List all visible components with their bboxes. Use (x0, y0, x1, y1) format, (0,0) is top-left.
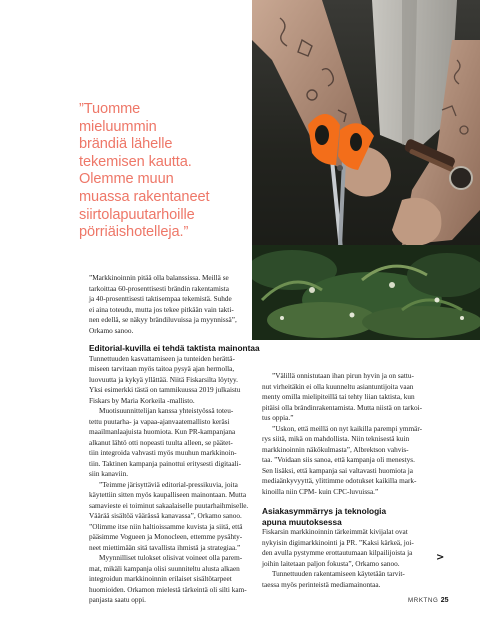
body-line: joihin laitetaan paljon fokusta”, Orkamo sanoo. (262, 559, 400, 568)
body-line: alkanut lähtö otti nopeasti tuulta alleen, se päätet- (89, 438, 233, 447)
body-line: Fiskars by Maria Korkeila -mallisto. (89, 396, 195, 405)
body-line: ”Uskon, että meillä on nyt kaikilla parempi ymmär- (272, 424, 423, 433)
body-line: kinoilla niin CPM- kuin CPC-luvuissa.” (262, 487, 379, 496)
magazine-name: MRKTNG (408, 597, 439, 604)
body-line: ”Olimme itse niin haltioissamme kuvista ja siitä, että (89, 522, 243, 531)
right-text-column (262, 371, 437, 590)
body-line: luovuutta ja kykyä yllättää. Niitä Fiskarsilta löytyy. (89, 375, 238, 384)
body-line: Tunnettuuden kasvattamiseen ja tunteiden herättä- (89, 354, 235, 363)
pull-quote-line: muassa rakentaneet (79, 188, 210, 205)
section-heading: apuna muutoksessa (262, 516, 342, 527)
article-photo (252, 0, 480, 340)
body-line: tus oppia.” (262, 414, 294, 422)
body-line: ja 40-prosenttisesti taktisempaa tekemistä. Suhde (89, 295, 232, 303)
section-heading: Editorial-kuvilla ei tehdä taktista mainontaa (89, 343, 260, 353)
body-line: tiin integroida vahvasti myös muuhun markkinoin- (89, 449, 237, 457)
page-number: 25 (440, 597, 449, 604)
body-line: Väärää sisältöä väärässä kanavassa”, Orkamo sanoo. (89, 512, 242, 520)
body-line: maailmanlaajuista huomiota. Kun PR-kampanjana (89, 428, 236, 436)
pull-quote-line: Olemme muun (79, 171, 174, 188)
pull-quote-line: tekemisen kautta. (79, 153, 192, 170)
left-text-column (89, 273, 260, 606)
body-line: taa. ”Voidaan siis sanoa, että kampanja oli menestys. (262, 456, 415, 464)
next-page-arrow-icon[interactable]: > (436, 552, 445, 563)
body-line: Myynnilliset tulokset olisivat voineet olla parem- (99, 554, 243, 562)
body-line: pitäisi olla brändinrakentamista. Mutta niistä on tarkoi- (262, 403, 423, 412)
body-line: pääsimme Vogueen ja Monocleen, ettemme pysähty- (89, 533, 243, 541)
body-line: den avulla pystymme erottautumaan kilpailijoista ja (262, 549, 413, 557)
pull-quote-line: siirtolapuutarhoille (79, 206, 195, 223)
body-line: Tunnettuuden rakentamiseen käytetään tarvit- (272, 570, 405, 578)
body-line: tettu puutarha- ja vapaa-ajanvaatemallisto keräsi (89, 417, 230, 426)
body-line: nut virheitäkin ei olla kuunneltu asiantuntijoita vaan (262, 382, 414, 391)
body-line: menty omilla mielipiteillä tai tehty liian taktista, kun (262, 393, 415, 401)
body-line: Orkamo sanoo. (89, 326, 134, 335)
body-line: neet miettimään sitä tavallista ihmistä ja strategiaa.” (89, 543, 241, 552)
body-line: ”Teimme järisyttäviä editorial-pressikuvia, joita (99, 480, 238, 489)
body-line: siin kanaviin. (89, 470, 129, 478)
pull-quote-line: ”Tuomme (79, 101, 141, 117)
body-line: tiin. Taktinen kampanja painottui eritysesti digitaali- (89, 459, 241, 468)
body-line: Muotisuunnittelijan kanssa yhteistyössä toteu- (99, 407, 234, 415)
pull-quote-line: brändiä lähelle (79, 136, 173, 153)
body-line: rys siitä, mikä on mahdollista. Niin teknisestä kuin (262, 435, 410, 443)
body-line: samavieste ei toiminut sakaalaiselle puutarhaihmiselle. (89, 501, 249, 510)
pull-quote (79, 101, 249, 242)
body-line: nen edellä, se näkyy brändiluvuissa ja myynnissä”, (89, 316, 237, 324)
body-line: taessa myös perinteistä mediamainontaa. (262, 580, 381, 589)
body-line: käytettiin sitten myös kaupalliseen mainontaan. Mutta (89, 491, 247, 499)
body-line: miseen tarvitaan myös taitoa pysyä ajan hermolla, (89, 365, 235, 373)
body-line: mediaänkyvyyttä, ylittimme odotukset kaikilla mark- (262, 477, 417, 485)
body-line: Sen lisäksi, että kampanja sai valtavasti huomiota ja (262, 466, 414, 475)
page-footer (408, 597, 449, 604)
pull-quote-line: pörriäishotelleja.” (79, 224, 189, 241)
body-line: tarkoittaa 60-prosenttisesti brändin rakentamista (89, 284, 229, 293)
section-heading: Asiakasymmärrys ja teknologia (262, 506, 387, 516)
body-line: nykyisin digimarkkinointi ja PR. ”Kaksi kärkeä, joi- (262, 538, 414, 547)
body-line: panjasta saatu oppi. (89, 596, 146, 604)
pull-quote-line: mieluummin (79, 118, 157, 135)
body-line: ei aina toteudu, mutta jos tekee pitkään vain takti- (89, 305, 234, 314)
body-line: integroidun markkinoinnin erilaiset sisältötarpeet (89, 575, 232, 583)
body-line: Yksi esimerkki tästä on tammikuussa 2019 julkaistu (89, 386, 241, 394)
body-line: huomioiden. Orkamon mielestä tärkeintä oli silti kam- (89, 585, 247, 594)
body-line: mat, mikäli kampanja olisi suunniteltu alusta alkaen (89, 564, 240, 573)
body-line: ”Välillä onnistutaan ihan pirun hyvin ja on sattu- (272, 372, 414, 380)
body-line: Fiskarsin markkinoinnin tärkeimmät kivijalat ovat (262, 528, 408, 536)
body-line: ”Markkinoinnin pitää olla balanssissa. Meillä se (89, 274, 229, 282)
body-line: markkinoinnin näkökulmasta”, Albrektson vahvis- (262, 445, 409, 454)
